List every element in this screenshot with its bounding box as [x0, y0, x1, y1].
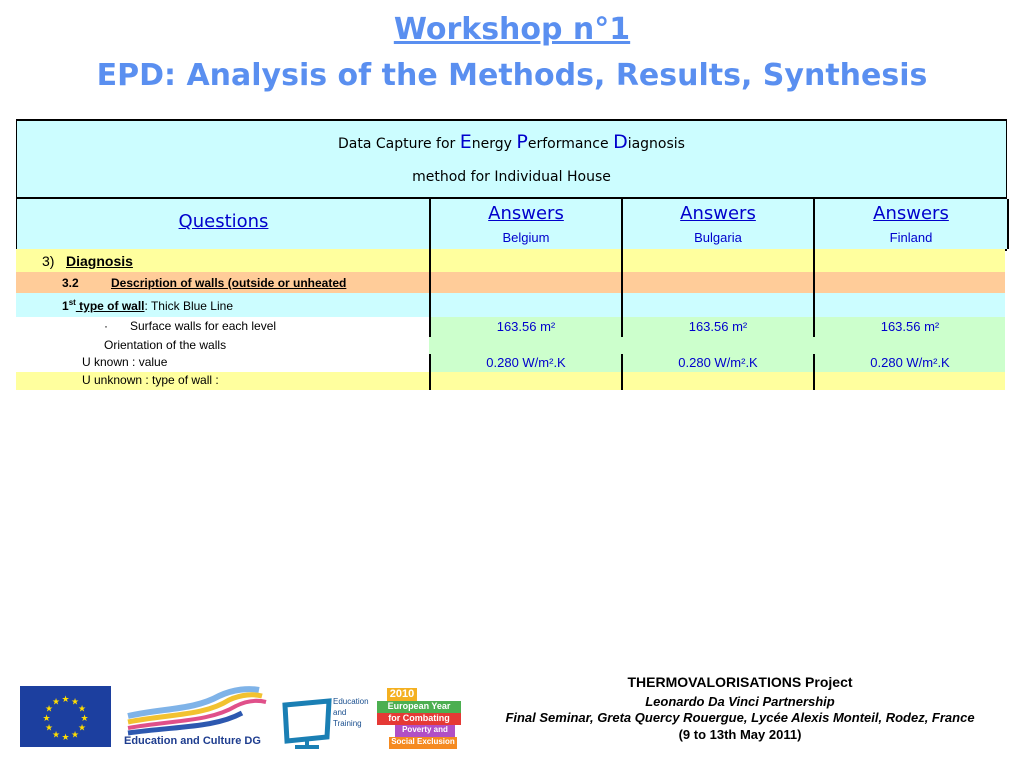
- orientation-label: Orientation of the walls: [104, 338, 227, 352]
- svg-text:★: ★: [80, 714, 89, 724]
- svg-text:★: ★: [61, 733, 70, 743]
- u-known-label: U known : value: [82, 355, 168, 369]
- u-known-value-finland: 0.280 W/m².K: [870, 355, 950, 370]
- footer-project: THERMOVALORISATIONS Project: [627, 674, 853, 690]
- svg-text:★: ★: [44, 704, 54, 715]
- table-row-diagnosis: 3) Diagnosis: [16, 249, 1007, 272]
- questions-row: [16, 197, 1007, 251]
- footer-seminar: Final Seminar, Greta Quercy Rouergue, Lycée Alexis Monteil, Rodez, France: [505, 710, 975, 725]
- diagnosis-label: Diagnosis: [66, 253, 133, 269]
- table-row-orientation: [16, 337, 1007, 354]
- country-bulgaria: Bulgaria: [694, 230, 742, 245]
- u-known-value-belgium: 0.280 W/m².K: [486, 355, 566, 370]
- eu-flag-logo: [20, 686, 111, 747]
- surface-value-bulgaria: 163.56 m²: [688, 319, 748, 334]
- footer-dates: (9 to 13th May 2011): [678, 727, 802, 742]
- svg-text:★: ★: [51, 730, 61, 741]
- svg-text:★: ★: [70, 697, 80, 708]
- description-label: Description of walls (outside or unheated: [111, 276, 347, 290]
- education-culture-dg-logo: [124, 686, 276, 750]
- footer-partnership: Leonardo Da Vinci Partnership: [645, 694, 835, 709]
- table-row-u-known: [16, 354, 1007, 372]
- svg-text:★: ★: [77, 704, 87, 715]
- table-row-description: 3.2 Description of walls (outside or unheated: [16, 272, 1007, 293]
- table-row-surface: · Surface walls for each level 163.56 m² 163.56 m² 163.56 m²: [16, 317, 1007, 337]
- workshop-subtitle: EPD: Analysis of the Methods, Results, Synthesis: [96, 58, 928, 93]
- european-year-2010-logo: 2010 European Year for Combating Poverty and Social Exclusion: [377, 688, 461, 750]
- u-unknown-label: U unknown : type of wall :: [82, 373, 219, 387]
- svg-text:★: ★: [61, 695, 70, 705]
- svg-text:★: ★: [51, 697, 61, 708]
- svg-text:★: ★: [44, 723, 54, 734]
- eu-stars-icon: [20, 686, 111, 747]
- table-row-u-unknown: [16, 372, 1007, 390]
- svg-text:★: ★: [42, 714, 51, 724]
- type-of-wall-label: 1st type of wall: Thick Blue Line: [62, 298, 233, 313]
- workshop-title: Workshop n°1: [393, 12, 631, 47]
- table-header: [16, 119, 1007, 200]
- u-known-value-bulgaria: 0.280 W/m².K: [678, 355, 758, 370]
- education-training-logo: Education and Training: [281, 687, 377, 750]
- questions-link[interactable]: Questions: [178, 211, 269, 232]
- surface-value-belgium: 163.56 m²: [496, 319, 556, 334]
- answers-link-belgium[interactable]: Answers: [488, 203, 564, 224]
- table-header-line2: method for Individual House: [412, 169, 611, 185]
- answers-link-bulgaria[interactable]: Answers: [680, 203, 756, 224]
- surface-value-finland: 163.56 m²: [880, 319, 940, 334]
- country-belgium: Belgium: [502, 230, 550, 245]
- table-row-type-of-wall: [16, 293, 1007, 317]
- svg-text:★: ★: [77, 723, 87, 734]
- surface-label: Surface walls for each level: [130, 319, 277, 333]
- answers-link-finland[interactable]: Answers: [873, 203, 949, 224]
- table-header-line1: Data Capture for Energy Performance Diagnosis: [338, 131, 685, 153]
- svg-text:★: ★: [70, 730, 80, 741]
- education-culture-dg-text: Education and Culture DG: [124, 735, 261, 747]
- country-finland: Finland: [889, 230, 933, 245]
